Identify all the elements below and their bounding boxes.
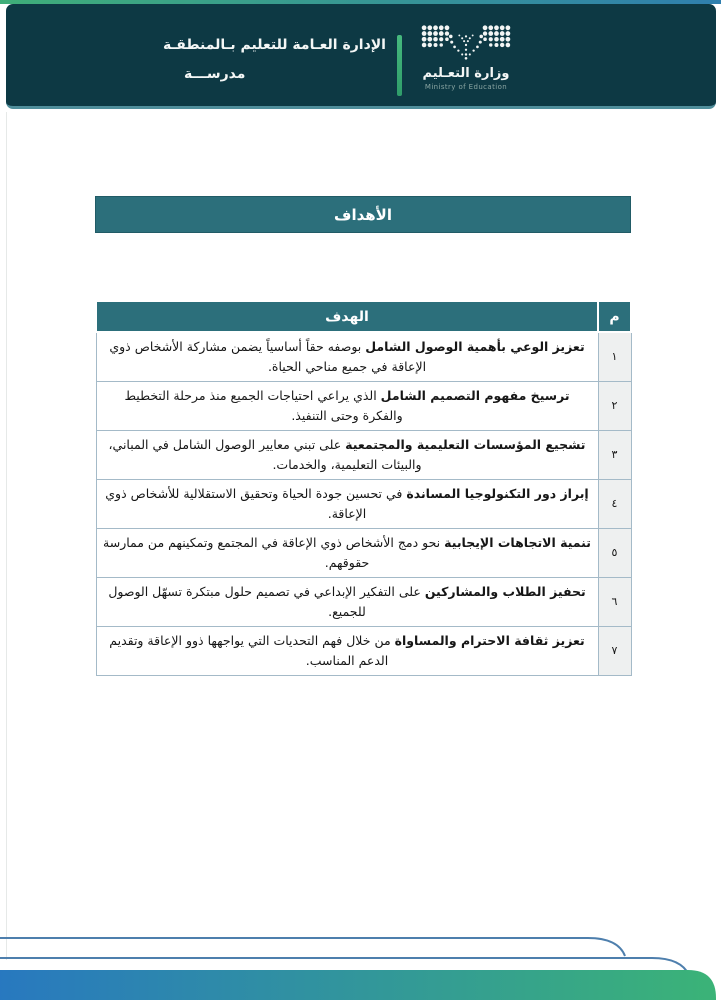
goal-lead: تعزيز ثقافة الاحترام والمساواة: [394, 633, 585, 648]
department-line1: الإدارة العـامة للتعليم بـالمنطقـة: [163, 37, 386, 53]
column-header-goal: الهدف: [96, 301, 598, 332]
header-divider: [397, 35, 402, 96]
goal-text: [96, 431, 598, 480]
table-row: [96, 627, 631, 676]
footer-gradient-bar: [0, 970, 716, 1000]
goal-rest: الذي يراعي احتياجات الجميع منذ مرحلة التخطيط والفكرة وحتى التنفيذ.: [124, 388, 403, 423]
goal-lead: ترسيخ مفهوم التصميم الشامل: [380, 388, 570, 403]
goal-lead: إبراز دور التكنولوجيا المساندة: [406, 486, 589, 501]
ministry-logo: [414, 24, 518, 91]
goal-text: [96, 332, 598, 382]
goal-rest: نحو دمج الأشخاص ذوي الإعاقة في المجتمع وتمكينهم من ممارسة حقوقهم.: [103, 535, 445, 570]
row-number: ٣: [598, 431, 631, 480]
goal-rest: من خلال فهم التحديات التي يواجهها ذوو الإعاقة وتقديم الدعم المناسب.: [109, 633, 395, 668]
goal-text: [96, 578, 598, 627]
goal-rest: بوصفه حقاً أساسياً يضمن مشاركة الأشخاص ذوي الإعاقة في جميع مناحي الحياة.: [109, 339, 427, 374]
footer-outline-line-2: [0, 958, 689, 975]
goal-text: [96, 382, 598, 431]
department-line2: مدرســـة: [184, 66, 246, 82]
goal-rest: في تحسين جودة الحياة وتحقيق الاستقلالية للأشخاص ذوي الإعاقة.: [105, 486, 407, 521]
row-number: ٥: [598, 529, 631, 578]
ministry-name-english: Ministry of Education: [424, 83, 508, 91]
goal-rest: على التفكير الإبداعي في تصميم حلول مبتكرة تسهّل الوصول للجميع.: [108, 584, 425, 619]
goal-rest: على تبني معايير الوصول الشامل في المباني، والبيئات التعليمية، والخدمات.: [108, 437, 422, 472]
table-row: [96, 578, 631, 627]
ministry-of-education-logo-icon: [418, 24, 514, 64]
table-row: [96, 529, 631, 578]
row-number: ٤: [598, 480, 631, 529]
goal-text: [96, 627, 598, 676]
goal-text: [96, 480, 598, 529]
page-edge-line: [6, 112, 7, 960]
row-number: ١: [598, 332, 631, 382]
footer-decoration: [0, 905, 721, 1000]
section-title: الأهداف: [334, 205, 392, 224]
footer-outline-line-1: [0, 938, 625, 956]
row-number: ٦: [598, 578, 631, 627]
ministry-name-arabic: وزارة التعـليم: [422, 66, 510, 81]
table-row: [96, 480, 631, 529]
row-number: ٧: [598, 627, 631, 676]
row-number: ٢: [598, 382, 631, 431]
table-row: [96, 431, 631, 480]
goal-lead: تنمية الاتجاهات الإيجابية: [444, 535, 591, 550]
table-row: [96, 382, 631, 431]
table-header-row: [96, 301, 631, 332]
goal-lead: تشجيع المؤسسات التعليمية والمجتمعية: [345, 437, 586, 452]
section-title-bar: [95, 196, 631, 233]
goal-text: [96, 529, 598, 578]
column-header-number: م: [598, 301, 631, 332]
goals-table: [95, 300, 632, 676]
goal-lead: تحفيز الطلاب والمشاركين: [424, 584, 586, 599]
department-title: [156, 34, 386, 85]
goal-lead: تعزيز الوعي بأهمية الوصول الشامل: [365, 339, 585, 354]
document-header: [6, 4, 716, 109]
table-row: [96, 332, 631, 382]
